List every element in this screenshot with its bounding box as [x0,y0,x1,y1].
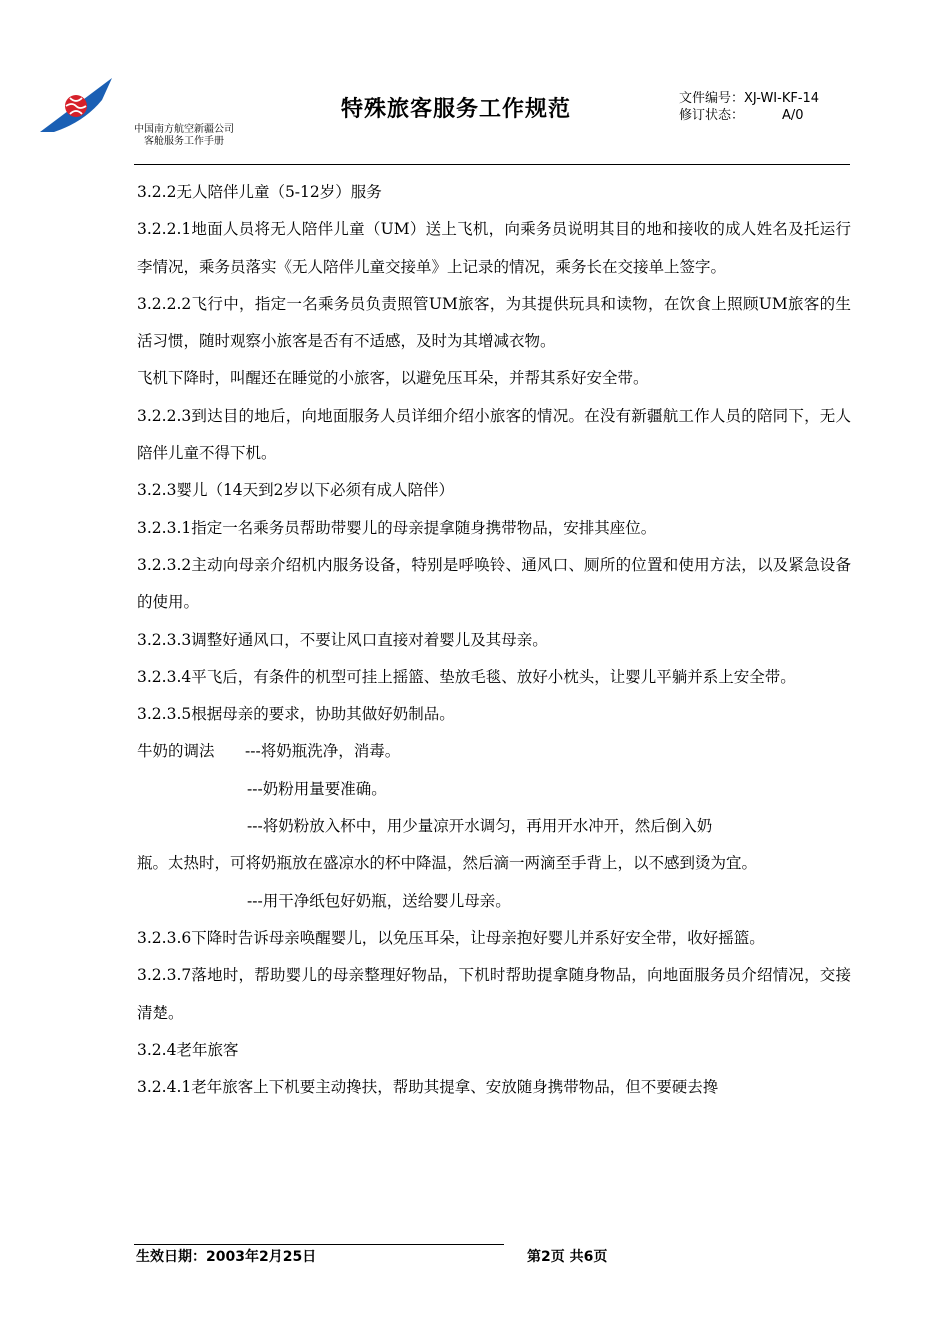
page-info: 第2页 共6页 [527,1249,608,1265]
document-body [137,174,851,1106]
company-block [134,124,234,148]
revision-label: 修订状态： [679,108,745,123]
paragraph: 3.2.2.1地面人员将无人陪伴儿童（UM）送上飞机，向乘务员说明其目的地和接收的成人姓名及托运行李情况，乘务员落实《无人陪伴儿童交接单》上记录的情况，乘务长在交接单上签字。 [137,220,851,276]
milk-step: ---将奶粉放入杯中，用少量凉开水调匀，再用开水冲开，然后倒入奶 [247,817,713,836]
header-divider [134,164,850,165]
milk-label: 牛奶的调法 [137,742,215,761]
milk-step: ---奶粉用量要准确。 [247,779,387,798]
revision-value: A/0 [782,108,804,123]
paragraph: 3.2.3.4平飞后，有条件的机型可挂上摇篮、垫放毛毯、放好小枕头，让婴儿平躺并系上安全带。 [137,667,796,686]
doc-no-value: XJ-WI-KF-14 [744,91,820,106]
paragraph: 飞机下降时，叫醒还在睡觉的小旅客，以避免压耳朵，并帮其系好安全带。 [137,369,649,388]
paragraph: 3.2.3.2主动向母亲介绍机内服务设备，特别是呼唤铃、通风口、厕所的位置和使用方法，以及紧急设备的使用。 [137,555,851,612]
section-heading: 3.2.4老年旅客 [137,1040,239,1059]
milk-step-text: ---将奶瓶洗净，消毒。 [245,742,401,761]
milk-step: ---用干净纸包好奶瓶，送给婴儿母亲。 [247,891,511,910]
paragraph: 3.2.3.1指定一名乘务员帮助带婴儿的母亲提拿随身携带物品，安排其座位。 [137,518,657,537]
effective-date: 生效日期：2003年2月25日 [136,1249,317,1265]
section-heading: 3.2.2无人陪伴儿童（5-12岁）服务 [137,183,382,201]
manual-name: 客舱服务工作手册 [144,136,224,147]
paragraph: 3.2.3.3调整好通风口，不要让风口直接对着婴儿及其母亲。 [137,630,548,649]
paragraph: 3.2.4.1老年旅客上下机要主动搀扶，帮助其提拿、安放随身携带物品，但不要硬去搀 [137,1078,719,1097]
document-meta [679,90,819,124]
doc-no-label: 文件编号： [679,91,745,106]
paragraph: 3.2.3.6下降时告诉母亲唤醒婴儿，以免压耳朵，让母亲抱好婴儿并系好安全带，收好摇篮。 [137,928,765,947]
section-heading: 3.2.3婴儿（14天到2岁以下必须有成人陪伴） [137,481,455,500]
paragraph: 瓶。太热时，可将奶瓶放在盛凉水的杯中降温，然后滴一两滴至手背上，以不感到烫为宜。 [137,854,758,873]
paragraph: 3.2.3.5根据母亲的要求，协助其做好奶制品。 [137,705,455,724]
company-name: 中国南方航空新疆公司 [134,124,234,135]
paragraph: 3.2.2.3到达目的地后，向地面服务人员详细介绍小旅客的情况。在没有新疆航工作人员的陪同下，无人陪伴儿童不得下机。 [137,406,851,463]
paragraph: 3.2.3.7落地时，帮助婴儿的母亲整理好物品，下机时帮助提拿随身物品，向地面服务员介绍情况，交接清楚。 [137,966,851,1022]
paragraph: 3.2.2.2飞行中，指定一名乘务员负责照管UM旅客，为其提供玩具和读物，在饮食上照顾UM旅客的生活习惯，随时观察小旅客是否有不适感，及时为其增减衣物。 [137,294,851,351]
company-logo [40,78,112,132]
milk-step [137,733,851,770]
footer-divider [134,1244,504,1245]
document-title: 特殊旅客服务工作规范 [341,97,572,122]
